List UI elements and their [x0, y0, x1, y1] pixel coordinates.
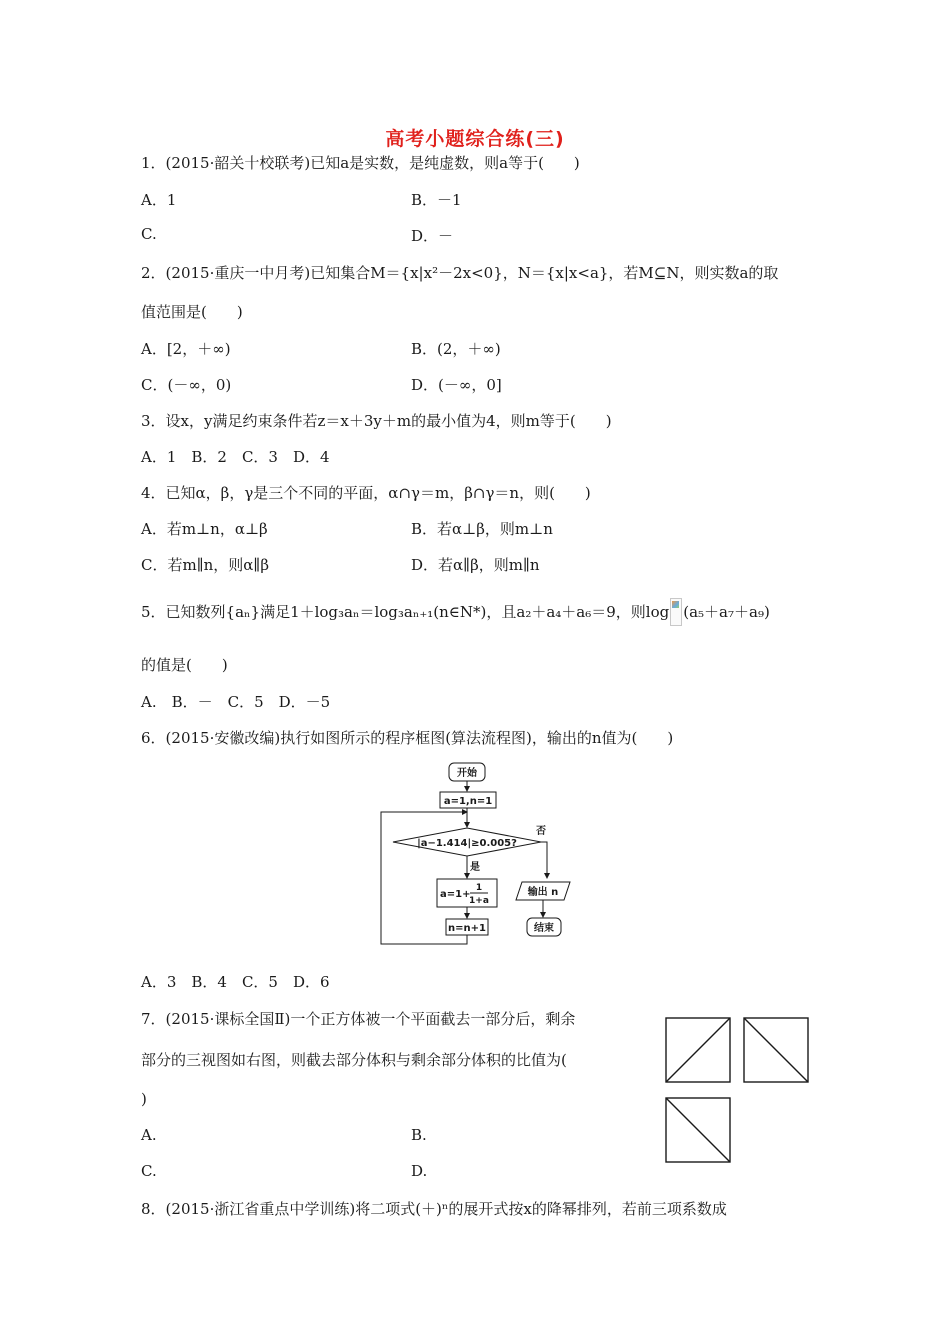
three-view-figure: [664, 1016, 812, 1166]
flow-output-label: 输出 n: [527, 887, 559, 898]
question-1-option-c: C.: [141, 225, 157, 243]
question-7-option-d: D.: [411, 1162, 428, 1180]
question-1-option-b: B．－1: [411, 191, 462, 209]
page-title: 高考小题综合练(三): [385, 128, 565, 150]
question-2-option-c: C．(－∞，0): [141, 376, 232, 394]
question-5-stem-part2: (a₅＋a₇＋a₉): [683, 603, 770, 621]
front-view-diagonal: [666, 1018, 730, 1082]
flow-init-label: a=1,n=1: [443, 796, 493, 807]
question-2-stem-line2: 值范围是( ): [141, 303, 243, 321]
question-4-option-a: A．若m⊥n，α⊥β: [141, 520, 268, 538]
question-7-option-b: B.: [411, 1126, 427, 1144]
question-2-stem-line1: 2．(2015·重庆一中月考)已知集合M＝{x|x²－2x<0}，N＝{x|x<a}，若M⊆N，则实数a的取: [141, 264, 779, 282]
question-5-stem-part1: 5．已知数列{aₙ}满足1＋log₃aₙ＝log₃aₙ₊₁(n∈N*)，且a₂＋a₄＋a₆＝9，则log: [141, 603, 670, 621]
question-4-option-b: B．若α⊥β，则m⊥n: [411, 520, 553, 538]
flow-update-a-denominator: 1+a: [469, 896, 489, 906]
flow-condition-label: |a−1.414|≥0.005?: [417, 838, 517, 849]
question-5-options: A. B．－ C．5 D．－5: [141, 693, 331, 711]
broken-image-icon: [670, 598, 682, 626]
question-7-stem-line1: 7．(2015·课标全国Ⅱ)一个正方体被一个平面截去一部分后，剩余: [141, 1010, 576, 1028]
question-4-option-c: C．若m∥n，则α∥β: [141, 556, 270, 574]
question-6-options: A．3 B．4 C．5 D．6: [141, 973, 330, 991]
question-5-stem-line2: 的值是( ): [141, 656, 228, 674]
question-2-option-b: B．(2，＋∞): [411, 340, 501, 358]
flow-update-a-prefix: a=1+: [440, 889, 471, 900]
question-5-stem: [141, 598, 770, 626]
side-view-diagonal: [744, 1018, 808, 1082]
flow-no-label: 否: [536, 826, 546, 837]
flow-yes-label: 是: [470, 862, 480, 873]
flowchart: [376, 760, 576, 952]
question-2-option-d: D．(－∞，0]: [411, 376, 502, 394]
question-1-option-a: A．1: [141, 191, 177, 209]
flow-start-label: 开始: [457, 768, 477, 779]
flow-end-label: 结束: [534, 923, 554, 934]
question-8-stem: 8．(2015·浙江省重点中学训练)将二项式(＋)ⁿ的展开式按x的降幂排列，若前三项系数成: [141, 1200, 727, 1218]
question-7-option-a: A.: [141, 1126, 157, 1144]
question-1-stem: 1．(2015·韶关十校联考)已知a是实数，是纯虚数，则a等于( ): [141, 154, 580, 172]
question-6-stem: 6．(2015·安徽改编)执行如图所示的程序框图(算法流程图)，输出的n值为( ): [141, 729, 674, 747]
question-4-stem: 4．已知α，β，γ是三个不同的平面，α∩γ＝m，β∩γ＝n，则( ): [141, 484, 591, 502]
question-1-option-d: D．－: [411, 227, 454, 245]
flow-update-n-label: n=n+1: [448, 923, 486, 934]
top-view-diagonal: [666, 1098, 730, 1162]
question-7-option-c: C.: [141, 1162, 157, 1180]
question-2-option-a: A．[2，＋∞): [141, 340, 231, 358]
question-3-stem: 3．设x，y满足约束条件若z＝x＋3y＋m的最小值为4，则m等于( ): [141, 412, 612, 430]
question-7-stem-line2: 部分的三视图如右图，则截去部分体积与剩余部分体积的比值为(: [141, 1051, 567, 1069]
question-4-option-d: D．若α∥β，则m∥n: [411, 556, 540, 574]
question-3-options: A．1 B．2 C．3 D．4: [141, 448, 330, 466]
flow-update-a-numerator: 1: [475, 883, 483, 893]
question-7-stem-line3: ): [141, 1090, 147, 1108]
